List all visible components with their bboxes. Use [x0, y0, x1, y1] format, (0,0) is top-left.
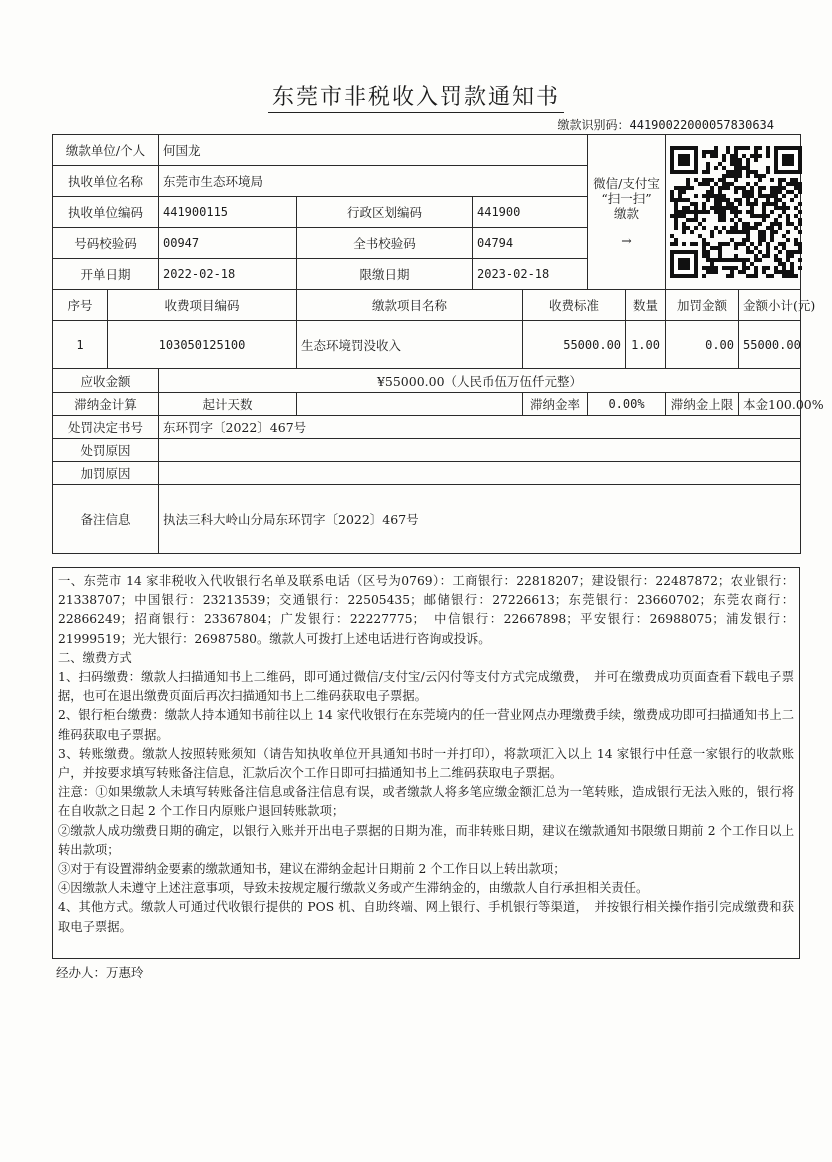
check-value: 00947 [159, 228, 297, 259]
col-seq: 序号 [53, 290, 108, 321]
agency-label: 执收单位名称 [53, 166, 159, 197]
col-code: 收费项目编码 [108, 290, 297, 321]
full-check-value: 04794 [473, 228, 588, 259]
open-date-label: 开单日期 [53, 259, 159, 290]
payment-id: 缴款识别码：44190022000057830634 [557, 118, 774, 132]
item-extra: 0.00 [666, 321, 739, 369]
late-start-label: 起计天数 [159, 393, 297, 416]
late-cap-label: 滞纳金上限 [666, 393, 739, 416]
pay-method [588, 135, 666, 290]
remark-label: 备注信息 [53, 485, 159, 554]
item-code: 103050125100 [108, 321, 297, 369]
col-name: 缴款项目名称 [297, 290, 523, 321]
remark-value: 执法三科大岭山分局东环罚字〔2022〕467号 [159, 485, 801, 554]
item-seq: 1 [53, 321, 108, 369]
late-rate-label: 滞纳金率 [523, 393, 588, 416]
col-standard: 收费标准 [523, 290, 626, 321]
region-value: 441900 [473, 197, 588, 228]
notice-title: 东莞市非税收入罚款通知书 [0, 80, 832, 111]
note-methods-heading: 二、缴费方式 [58, 650, 132, 665]
late-start-value [297, 393, 523, 416]
note-attention-4: ④因缴款人未遵守上述注意事项，导致未按规定履行缴款义务或产生滞纳金的，由缴款人自行承担相关责任。 [58, 881, 649, 896]
notice-table [52, 134, 824, 554]
extra-reason-label: 加罚原因 [53, 462, 159, 485]
qr-code-icon[interactable] [670, 146, 802, 278]
extra-reason-value [159, 462, 801, 485]
reason-value [159, 439, 801, 462]
col-qty: 数量 [626, 290, 666, 321]
pay-method-line3: 缴款 [614, 206, 640, 221]
note-banks: 一、东莞市 14 家非税收入代收银行名单及联系电话（区号为0769）：工商银行：22818207；建设银行：22487872；农业银行：21338707；中国银行：23213539；交通银行：22505435；邮储银行：27226613；东莞银行：23660702；东莞农商行：22866249；招商银行：23367804；广发银行：22227775； 中信银行：22667898；平安银行：26988075；浦发银行：21999519；光大银行：26987580。缴款人可拨打上述电话进行咨询或投诉。 [58, 574, 794, 646]
region-label: 行政区划编码 [297, 197, 473, 228]
pay-method-line2: “扫一扫” [601, 191, 652, 206]
item-qty: 1.00 [626, 321, 666, 369]
agency-code-value: 441900115 [159, 197, 297, 228]
item-name: 生态环境罚没收入 [297, 321, 523, 369]
payer-value: 何国龙 [159, 135, 588, 166]
handler: 经办人：万惠玲 [56, 965, 144, 980]
check-label: 号码校验码 [53, 228, 159, 259]
late-label: 滞纳金计算 [53, 393, 159, 416]
reason-label: 处罚原因 [53, 439, 159, 462]
note-scan: 1、扫码缴费：缴款人扫描通知书上二维码，即可通过微信/支付宝/云闪付等支付方式完成缴费， 并可在缴费成功页面查看下载电子票据，也可在退出缴费页面后再次扫描通知书上二维码获取电子票据。 [58, 670, 794, 704]
col-subtotal: 金额小计(元) [739, 290, 801, 321]
qr-cell [666, 135, 801, 290]
late-cap-value: 本金100.00% [739, 393, 801, 416]
note-other: 4、其他方式。缴款人可通过代收银行提供的 POS 机、自助终端、网上银行、手机银行等渠道， 并按银行相关操作指引完成缴费和获取电子票据。 [58, 900, 794, 934]
payment-instructions [52, 567, 800, 959]
amount-value: ¥55000.00（人民币伍万伍仟元整） [159, 369, 801, 393]
note-attention-1: 注意：①如果缴款人未填写转账备注信息或备注信息有误，或者缴款人将多笔应缴金额汇总为一笔转账，造成银行无法入账的，银行将在自收款之日起 2 个工作日内原账户退回转账款项； [58, 785, 794, 819]
note-counter: 2、银行柜台缴费：缴款人持本通知书前往以上 14 家代收银行在东莞境内的任一营业网点办理缴费手续，缴费成功即可扫描通知书上二维码获取电子票据。 [58, 708, 794, 742]
agency-code-label: 执收单位编码 [53, 197, 159, 228]
col-extra: 加罚金额 [666, 290, 739, 321]
arrow-icon: → [621, 233, 632, 248]
item-standard: 55000.00 [523, 321, 626, 369]
decision-label: 处罚决定书号 [53, 416, 159, 439]
due-date-label: 限缴日期 [297, 259, 473, 290]
agency-value: 东莞市生态环境局 [159, 166, 588, 197]
payer-label: 缴款单位/个人 [53, 135, 159, 166]
decision-value: 东环罚字〔2022〕467号 [159, 416, 801, 439]
due-date-value: 2023-02-18 [473, 259, 588, 290]
note-attention-3: ③对于有设置滞纳金要素的缴款通知书，建议在滞纳金起计日期前 2 个工作日以上转出款项； [58, 862, 566, 877]
late-rate-value: 0.00% [588, 393, 666, 416]
note-attention-2: ②缴款人成功缴费日期的确定，以银行入账并开出电子票据的日期为准，而非转账日期，建议在缴款通知书限缴日期前 2 个工作日以上转出款项； [58, 823, 794, 857]
note-transfer: 3、转账缴费。缴款人按照转账须知（请告知执收单位开具通知书时一并打印），将款项汇入以上 14 家银行中任意一家银行的收款账户，并按要求填写转账备注信息，汇款后次个工作日即可扫描通知书上二维码获取电子票据。 [58, 746, 794, 781]
pay-method-line1: 微信/支付宝 [593, 176, 660, 191]
amount-label: 应收金额 [53, 369, 159, 393]
open-date-value: 2022-02-18 [159, 259, 297, 290]
item-subtotal: 55000.00 [739, 321, 801, 369]
full-check-label: 全书校验码 [297, 228, 473, 259]
